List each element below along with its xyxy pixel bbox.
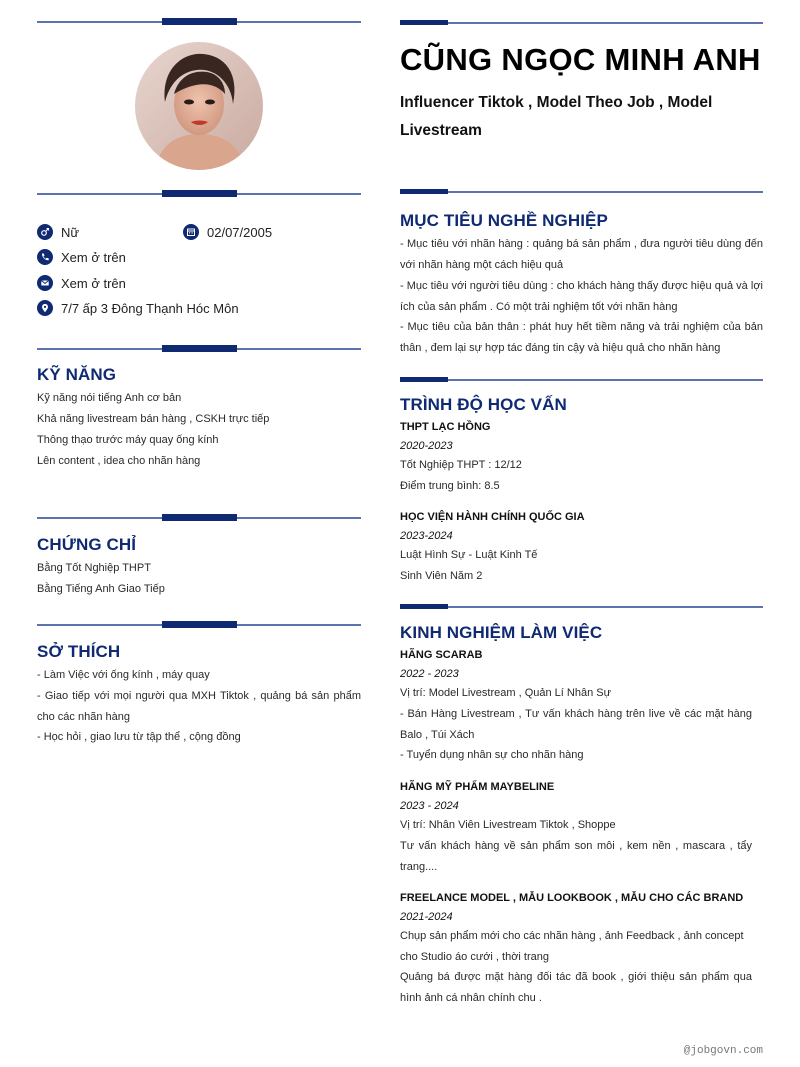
experience-detail: - Tuyển dụng nhân sự cho nhãn hàng	[400, 749, 584, 761]
hobby-item: - Làm Việc với ống kính , máy quay	[37, 669, 210, 681]
education-detail: Tốt Nghiệp THPT : 12/12	[400, 459, 522, 471]
name-top-separator	[400, 22, 763, 24]
education-detail: Luật Hình Sự - Luật Kinh Tế	[400, 549, 538, 561]
experience-detail: Chụp sản phẩm mới cho các nhãn hàng , ảnh Feedback , ảnh concept cho Studio áo cưới , thời trang	[400, 930, 744, 963]
education-detail: Sinh Viên Năm 2	[400, 570, 483, 582]
objective-item: - Mục tiêu với nhãn hàng : quảng bá sản phẩm , đưa người tiêu dùng đến với nhãn hàng một cách hiệu quả	[400, 238, 763, 271]
gender-value: Nữ	[61, 224, 80, 240]
education-period: 2023-2024	[400, 530, 453, 542]
experience-detail: - Bán Hàng Livestream , Tư vấn khách hàng trên live về các mặt hàng Balo , Túi Xách	[400, 708, 752, 741]
certificates-heading: CHỨNG CHỈ	[37, 535, 137, 554]
objective-item: - Mục tiêu với người tiêu dùng : cho khách hàng thấy được hiệu quả và lợi ích của sản phẩm . Có một trải nghiệm tốt với nhãn hàng	[400, 280, 763, 313]
hobbies-heading: SỞ THÍCH	[37, 642, 121, 661]
hobby-item: - Học hỏi , giao lưu từ tập thể , cộng đồng	[37, 731, 241, 743]
experience-detail: Quảng bá được mặt hàng đối tác đã book , giới thiệu sản phẩm qua hình ảnh cá nhân chính chu .	[400, 971, 752, 1004]
email-icon	[37, 275, 53, 291]
experience-company: FREELANCE MODEL , MẪU LOOKBOOK , MẪU CHO CÁC BRAND	[400, 892, 744, 904]
avatar-top-separator	[37, 21, 361, 23]
education-school: THPT LẠC HỒNG	[400, 421, 491, 433]
experience-company: HÃNG MỸ PHẨM MAYBELINE	[400, 781, 555, 793]
skills-heading: KỸ NĂNG	[37, 365, 117, 384]
certificates-separator	[37, 517, 361, 519]
objective-separator	[400, 191, 763, 193]
skill-item: Thông thạo trước máy quay ống kính	[37, 434, 219, 446]
certificate-item: Bằng Tiếng Anh Giao Tiếp	[37, 583, 165, 595]
hobby-item: - Giao tiếp với mọi người qua MXH Tiktok , quảng bá sản phẩm cho các nhãn hàng	[37, 690, 361, 723]
skill-item: Khả năng livestream bán hàng , CSKH trực tiếp	[37, 413, 270, 425]
birthday-row	[183, 223, 272, 241]
skill-item: Kỹ năng nói tiếng Anh cơ bản	[37, 392, 182, 404]
email-value: Xem ở trên	[61, 275, 126, 291]
calendar-icon	[183, 224, 199, 240]
experience-company: HÃNG SCARAB	[400, 649, 483, 661]
gender-row	[37, 223, 79, 241]
objective-item: - Mục tiêu của bản thân : phát huy hết tiềm năng và trải nghiệm của bản thân , đem lại sự hợp tác đáng tin cậy và hiệu quả cho nhãn hàng	[400, 321, 763, 354]
experience-period: 2021-2024	[400, 911, 453, 923]
certificate-item: Bằng Tốt Nghiệp THPT	[37, 562, 151, 574]
skills-separator	[37, 348, 361, 350]
watermark: @jobgovn.com	[683, 1045, 763, 1057]
objective-heading: MỤC TIÊU NGHỀ NGHIỆP	[400, 211, 608, 230]
phone-row	[37, 248, 126, 266]
experience-period: 2022 - 2023	[400, 668, 459, 680]
location-pin-icon	[37, 300, 53, 316]
education-heading: TRÌNH ĐỘ HỌC VẤN	[400, 395, 567, 414]
birthday-value: 02/07/2005	[207, 224, 273, 240]
phone-icon	[37, 249, 53, 265]
education-school: HỌC VIỆN HÀNH CHÍNH QUỐC GIA	[400, 511, 585, 523]
address-value: 7/7 ấp 3 Đông Thạnh Hóc Môn	[61, 300, 239, 316]
candidate-name: CŨNG NGỌC MINH ANH	[400, 42, 761, 77]
contact-top-separator	[37, 193, 361, 195]
education-detail: Điểm trung bình: 8.5	[400, 480, 500, 492]
experience-detail: Vị trí: Model Livestream , Quản Lí Nhân Sự	[400, 687, 611, 699]
experience-period: 2023 - 2024	[400, 800, 459, 812]
skill-item: Lên content , idea cho nhãn hàng	[37, 455, 201, 467]
avatar	[135, 42, 263, 170]
experience-detail: Tư vấn khách hàng về sản phẩm son môi , kem nền , mascara , tẩy trang....	[400, 840, 752, 873]
education-separator	[400, 379, 763, 381]
education-period: 2020-2023	[400, 440, 453, 452]
phone-value: Xem ở trên	[61, 249, 126, 265]
experience-heading: KINH NGHIỆM LÀM VIỆC	[400, 623, 603, 642]
gender-icon	[37, 224, 53, 240]
email-row	[37, 274, 126, 292]
candidate-title: Influencer Tiktok , Model Theo Job , Model Livestream	[400, 94, 713, 139]
hobbies-separator	[37, 624, 361, 626]
experience-detail: Vị trí: Nhân Viên Livestream Tiktok , Shoppe	[400, 819, 616, 831]
address-row	[37, 299, 239, 317]
experience-separator	[400, 606, 763, 608]
